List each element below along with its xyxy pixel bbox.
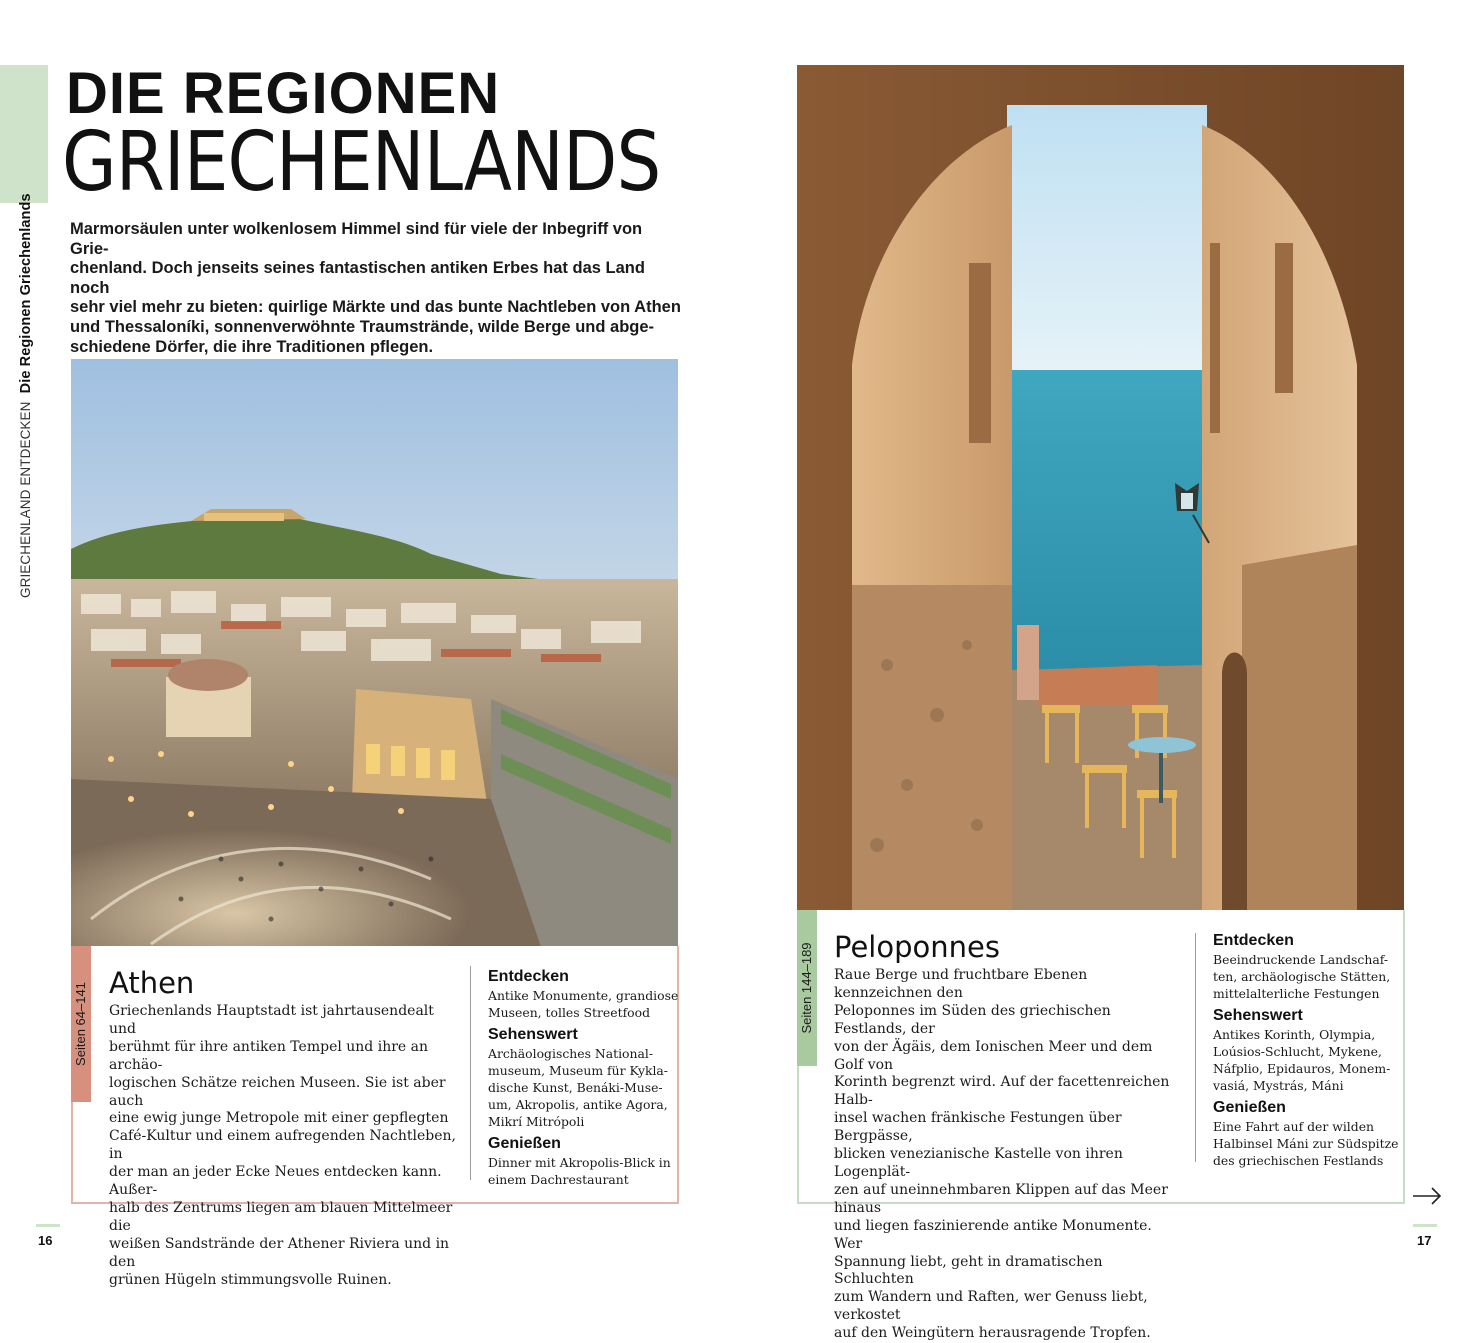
- text-line: grünen Hügeln stimmungsvolle Ruinen.: [109, 1271, 392, 1288]
- peloponnes-description: [834, 967, 1184, 1343]
- fact-line: um, Akropolis, antike Agora,: [488, 1097, 668, 1112]
- text-line: weißen Sandstrände der Athener Riviera und in den: [109, 1235, 450, 1270]
- fact-line: vasiá, Mystrás, Máni: [1213, 1078, 1344, 1093]
- text-line: berühmt für ihre antiken Tempel und ihre an archäo-: [109, 1038, 429, 1073]
- fact-line: Dinner mit Akropolis-Blick in: [488, 1155, 671, 1170]
- fact-line: Beeindruckende Landschaf-: [1213, 952, 1389, 967]
- running-head-title: Die Regionen Griechenlands: [18, 193, 34, 394]
- intro-line: sehr viel mehr zu bieten: quirlige Märkte und das bunte Nachtleben von Athen: [70, 298, 681, 317]
- fact-line: dische Kunst, Benáki-Muse-: [488, 1080, 663, 1095]
- column-divider: [1195, 933, 1196, 1162]
- page-number-left: 16: [38, 1233, 53, 1248]
- athens-description: [109, 1003, 459, 1290]
- fact-text-enjoy: [1213, 1118, 1413, 1169]
- fact-line: Antike Monumente, grandiose: [488, 988, 679, 1003]
- fact-line: Halbinsel Máni zur Südspitze: [1213, 1136, 1399, 1151]
- text-line: Peloponnes im Süden des griechischen Festlands, der: [834, 1002, 1111, 1037]
- text-line: der man an jeder Ecke Neues entdecken kann. Außer-: [109, 1164, 442, 1199]
- fact-line: einem Dachrestaurant: [488, 1172, 629, 1187]
- fact-line: ten, archäologische Stätten,: [1213, 969, 1391, 984]
- text-line: halb des Zentrums liegen am blauen Mittelmeer die: [109, 1199, 453, 1234]
- text-line: blicken venezianische Kastelle von ihren Logenplät-: [834, 1146, 1123, 1180]
- page-number-rule: [36, 1224, 60, 1227]
- page-number-right: 17: [1417, 1233, 1432, 1248]
- fact-heading-enjoy: Genießen: [488, 1135, 561, 1152]
- text-line: Café-Kultur und einem aufregenden Nachtleben, in: [109, 1128, 456, 1163]
- column-divider: [470, 966, 471, 1180]
- text-line: eine ewig junge Metropole mit einer gepflegten: [109, 1110, 449, 1127]
- page-title-line-1: DIE REGIONEN: [66, 61, 501, 126]
- text-line: von der Ägäis, dem Ionischen Meer und dem Golf von: [834, 1038, 1153, 1073]
- peloponnes-page-range: Seiten 144–189: [799, 942, 814, 1034]
- fact-heading-explore: Entdecken: [1213, 932, 1294, 949]
- running-head: [12, 193, 40, 598]
- intro-line: chenland. Doch jenseits seines fantastischen antiken Erbes hat das Land noch: [70, 259, 645, 297]
- athens-photo: [71, 359, 678, 947]
- fact-line: Eine Fahrt auf der wilden: [1213, 1119, 1375, 1134]
- arrow-right-icon[interactable]: [1410, 1184, 1444, 1208]
- fact-line: Museen, tolles Streetfood: [488, 1005, 651, 1020]
- fact-line: des griechischen Festlands: [1213, 1153, 1384, 1168]
- text-line: auf den Weingütern herausragende Tropfen.: [834, 1325, 1151, 1342]
- intro-line: schiedene Dörfer, die ihre Traditionen pflegen.: [70, 337, 434, 356]
- page-title-line-2: GRIECHENLANDS: [62, 115, 661, 210]
- fact-line: Archäologisches National-: [488, 1046, 654, 1061]
- text-line: logischen Schätze reichen Museen. Sie ist aber auch: [109, 1074, 446, 1109]
- running-head-section: GRIECHENLAND ENTDECKEN: [18, 401, 33, 598]
- page-number-rule: [1413, 1224, 1437, 1227]
- peloponnes-heading: Peloponnes: [834, 930, 1000, 964]
- fact-line: mittelalterliche Festungen: [1213, 986, 1380, 1001]
- text-line: Spannung liebt, geht in dramatischen Schluchten: [834, 1253, 1103, 1288]
- fact-text-explore: [1213, 951, 1413, 1002]
- intro-paragraph: [70, 220, 685, 357]
- athens-facts: [488, 967, 688, 1192]
- text-line: zen auf uneinnehmbaren Klippen auf das Meer hinaus: [834, 1181, 1168, 1216]
- fact-heading-explore: Entdecken: [488, 968, 569, 985]
- text-line: insel wachen fränkische Festungen über Bergpässe,: [834, 1110, 1122, 1145]
- intro-line: Marmorsäulen unter wolkenlosem Himmel sind für viele der Inbegriff von Grie-: [70, 220, 643, 258]
- section-color-tab: [0, 65, 48, 203]
- fact-text-enjoy: [488, 1154, 688, 1188]
- athens-heading: Athen: [109, 966, 195, 1000]
- fact-line: museum, Museum für Kykla-: [488, 1063, 668, 1078]
- fact-line: Antikes Korinth, Olympia,: [1213, 1027, 1376, 1042]
- athens-page-range: Seiten 64–141: [73, 982, 88, 1066]
- fact-line: Náfplio, Epidauros, Monem-: [1213, 1061, 1391, 1076]
- text-line: zum Wandern und Raften, wer Genuss liebt, verkostet: [834, 1289, 1148, 1324]
- fact-text-sights: [488, 1045, 688, 1130]
- fact-text-sights: [1213, 1026, 1413, 1094]
- fact-line: Mikrí Mitrópoli: [488, 1114, 585, 1129]
- text-line: und liegen faszinierende antike Monumente. Wer: [834, 1217, 1152, 1252]
- fact-text-explore: [488, 987, 688, 1021]
- fact-line: Loúsios-Schlucht, Mykene,: [1213, 1044, 1382, 1059]
- peloponnes-facts: [1213, 931, 1413, 1173]
- text-line: Korinth begrenzt wird. Auf der facettenreichen Halb-: [834, 1074, 1170, 1109]
- fact-heading-sights: Sehenswert: [488, 1026, 578, 1043]
- peloponnes-photo: [797, 65, 1404, 911]
- text-line: Raue Berge und fruchtbare Ebenen kennzeichnen den: [834, 967, 1088, 1001]
- text-line: Griechenlands Hauptstadt ist jahrtausendealt und: [109, 1003, 434, 1037]
- intro-line: und Thessaloníki, sonnenverwöhnte Traumstrände, wilde Berge und abge-: [70, 317, 655, 336]
- fact-heading-enjoy: Genießen: [1213, 1099, 1286, 1116]
- fact-heading-sights: Sehenswert: [1213, 1007, 1303, 1024]
